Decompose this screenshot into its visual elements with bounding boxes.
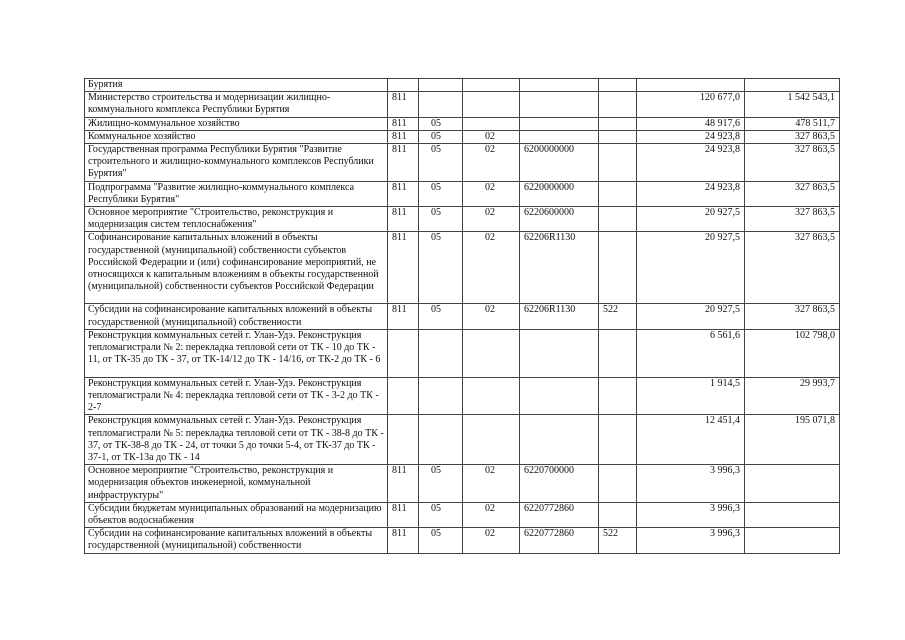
cell-section-code: 05 (419, 304, 463, 329)
cell-expense-type (599, 130, 637, 143)
table-row (85, 304, 840, 329)
cell-ministry-code: 811 (388, 304, 419, 329)
cell-expense-type (599, 181, 637, 206)
cell-expense-type: 522 (599, 528, 637, 553)
cell-ministry-code: 811 (388, 207, 419, 232)
cell-subsection-code: 02 (463, 528, 520, 553)
table-row (85, 144, 840, 182)
cell-ministry-code: 811 (388, 502, 419, 527)
cell-target-article (520, 415, 599, 465)
cell-section-code (419, 415, 463, 465)
cell-subsection-code (463, 377, 520, 415)
cell-target-article: 6220000000 (520, 181, 599, 206)
cell-ministry-code: 811 (388, 117, 419, 130)
cell-expense-type (599, 79, 637, 92)
cell-expense-type (599, 465, 637, 503)
cell-subsection-code: 02 (463, 304, 520, 329)
cell-amount-2: 195 071,8 (745, 415, 840, 465)
cell-target-article (520, 117, 599, 130)
cell-ministry-code: 811 (388, 92, 419, 117)
cell-ministry-code: 811 (388, 144, 419, 182)
cell-name: Подпрограмма "Развитие жилищно-коммунального комплекса Республики Бурятия" (85, 181, 388, 206)
cell-ministry-code (388, 329, 419, 377)
cell-subsection-code (463, 117, 520, 130)
cell-section-code: 05 (419, 232, 463, 304)
cell-section-code: 05 (419, 528, 463, 553)
cell-subsection-code (463, 329, 520, 377)
cell-subsection-code: 02 (463, 502, 520, 527)
cell-ministry-code: 811 (388, 232, 419, 304)
cell-amount-2: 327 863,5 (745, 144, 840, 182)
cell-subsection-code: 02 (463, 232, 520, 304)
cell-name: Реконструкция коммунальных сетей г. Улан-Удэ. Реконструкция тепломагистрали № 5: перекладка тепловой сети от ТК - 38-8 до ТК - 37, от ТК-38-8 до ТК - 24, от точки 5 до точки 5-4, от ТК-37 до ТК - 37-1, от ТК-13а до ТК - 14 (85, 415, 388, 465)
cell-ministry-code (388, 415, 419, 465)
cell-expense-type: 522 (599, 304, 637, 329)
cell-ministry-code: 811 (388, 130, 419, 143)
cell-name: Основное мероприятие "Строительство, реконструкция и модернизация объектов инженерной, коммунальной инфраструктуры" (85, 465, 388, 503)
table-row (85, 465, 840, 503)
cell-name: Реконструкция коммунальных сетей г. Улан-Удэ. Реконструкция тепломагистрали № 2: перекладка тепловой сети от ТК - 10 до ТК - 11, от ТК-35 до ТК - 37, от ТК-14/12 до ТК - 14/16, от ТК-2 до ТК - 6 (85, 329, 388, 377)
document-page (84, 78, 839, 554)
cell-expense-type (599, 415, 637, 465)
table-row (85, 415, 840, 465)
cell-amount-1 (637, 79, 745, 92)
table-row (85, 528, 840, 553)
cell-amount-2: 327 863,5 (745, 304, 840, 329)
cell-ministry-code (388, 79, 419, 92)
cell-subsection-code (463, 92, 520, 117)
cell-amount-1: 20 927,5 (637, 232, 745, 304)
cell-section-code (419, 329, 463, 377)
cell-subsection-code (463, 415, 520, 465)
cell-target-article (520, 329, 599, 377)
table-row (85, 117, 840, 130)
cell-name: Реконструкция коммунальных сетей г. Улан-Удэ. Реконструкция тепломагистрали № 4: перекладка тепловой сети от ТК - 3-2 до ТК - 2-7 (85, 377, 388, 415)
cell-amount-1: 24 923,8 (637, 130, 745, 143)
cell-name: Субсидии на софинансирование капитальных вложений в объекты государственной (муниципальной) собственности (85, 304, 388, 329)
cell-amount-2: 1 542 543,1 (745, 92, 840, 117)
cell-amount-1: 3 996,3 (637, 465, 745, 503)
cell-amount-2: 327 863,5 (745, 232, 840, 304)
cell-section-code: 05 (419, 181, 463, 206)
cell-expense-type (599, 117, 637, 130)
cell-amount-2: 29 993,7 (745, 377, 840, 415)
cell-name: Основное мероприятие "Строительство, реконструкция и модернизация систем теплоснабжения" (85, 207, 388, 232)
cell-name: Софинансирование капитальных вложений в объекты государственной (муниципальной) собственности субъектов Российской Федерации и (или) софинансирование мероприятий, не относящихся к капитальным вложениям в объекты государственной (муниципальной) собственности субъектов Российской Федерации (85, 232, 388, 304)
table-row (85, 79, 840, 92)
cell-target-article: 62206R1130 (520, 232, 599, 304)
cell-name: Жилищно-коммунальное хозяйство (85, 117, 388, 130)
table-row (85, 130, 840, 143)
cell-section-code: 05 (419, 207, 463, 232)
cell-target-article: 62206R1130 (520, 304, 599, 329)
cell-subsection-code: 02 (463, 144, 520, 182)
cell-amount-2: 327 863,5 (745, 207, 840, 232)
table-row (85, 329, 840, 377)
table-row (85, 92, 840, 117)
cell-ministry-code (388, 377, 419, 415)
cell-expense-type (599, 377, 637, 415)
cell-target-article: 6220600000 (520, 207, 599, 232)
cell-name: Бурятия (85, 79, 388, 92)
cell-amount-1: 120 677,0 (637, 92, 745, 117)
cell-amount-1: 12 451,4 (637, 415, 745, 465)
cell-name: Государственная программа Республики Бурятия "Развитие строительного и жилищно-коммунального комплексов Республики Бурятия" (85, 144, 388, 182)
cell-ministry-code: 811 (388, 181, 419, 206)
cell-amount-2 (745, 502, 840, 527)
cell-target-article (520, 92, 599, 117)
cell-subsection-code (463, 79, 520, 92)
cell-subsection-code: 02 (463, 181, 520, 206)
table-row (85, 502, 840, 527)
cell-target-article: 6200000000 (520, 144, 599, 182)
cell-amount-1: 3 996,3 (637, 528, 745, 553)
cell-name: Коммунальное хозяйство (85, 130, 388, 143)
cell-target-article: 6220772860 (520, 502, 599, 527)
cell-section-code (419, 79, 463, 92)
table-row (85, 377, 840, 415)
cell-expense-type (599, 329, 637, 377)
cell-amount-2: 327 863,5 (745, 130, 840, 143)
cell-ministry-code: 811 (388, 465, 419, 503)
cell-amount-2 (745, 465, 840, 503)
cell-amount-1: 20 927,5 (637, 207, 745, 232)
cell-name: Субсидии бюджетам муниципальных образований на модернизацию объектов водоснабжения (85, 502, 388, 527)
cell-expense-type (599, 207, 637, 232)
cell-amount-1: 48 917,6 (637, 117, 745, 130)
cell-target-article: 6220700000 (520, 465, 599, 503)
cell-amount-2: 327 863,5 (745, 181, 840, 206)
cell-amount-1: 24 923,8 (637, 181, 745, 206)
cell-subsection-code: 02 (463, 130, 520, 143)
cell-expense-type (599, 144, 637, 182)
cell-section-code (419, 377, 463, 415)
cell-target-article: 6220772860 (520, 528, 599, 553)
cell-section-code (419, 92, 463, 117)
cell-expense-type (599, 502, 637, 527)
cell-amount-2: 478 511,7 (745, 117, 840, 130)
cell-section-code: 05 (419, 465, 463, 503)
cell-subsection-code: 02 (463, 207, 520, 232)
cell-expense-type (599, 92, 637, 117)
cell-amount-1: 6 561,6 (637, 329, 745, 377)
cell-amount-2: 102 798,0 (745, 329, 840, 377)
cell-amount-2 (745, 79, 840, 92)
cell-subsection-code: 02 (463, 465, 520, 503)
cell-amount-1: 20 927,5 (637, 304, 745, 329)
budget-table (84, 78, 840, 554)
cell-target-article (520, 130, 599, 143)
cell-expense-type (599, 232, 637, 304)
cell-amount-1: 3 996,3 (637, 502, 745, 527)
table-row (85, 181, 840, 206)
cell-target-article (520, 79, 599, 92)
cell-section-code: 05 (419, 144, 463, 182)
cell-section-code: 05 (419, 502, 463, 527)
cell-amount-2 (745, 528, 840, 553)
cell-name: Субсидии на софинансирование капитальных вложений в объекты государственной (муниципальной) собственности (85, 528, 388, 553)
table-row (85, 232, 840, 304)
cell-section-code: 05 (419, 130, 463, 143)
cell-amount-1: 24 923,8 (637, 144, 745, 182)
cell-section-code: 05 (419, 117, 463, 130)
cell-amount-1: 1 914,5 (637, 377, 745, 415)
cell-target-article (520, 377, 599, 415)
table-row (85, 207, 840, 232)
cell-ministry-code: 811 (388, 528, 419, 553)
cell-name: Министерство строительства и модернизации жилищно-коммунального комплекса Республики Бурятия (85, 92, 388, 117)
